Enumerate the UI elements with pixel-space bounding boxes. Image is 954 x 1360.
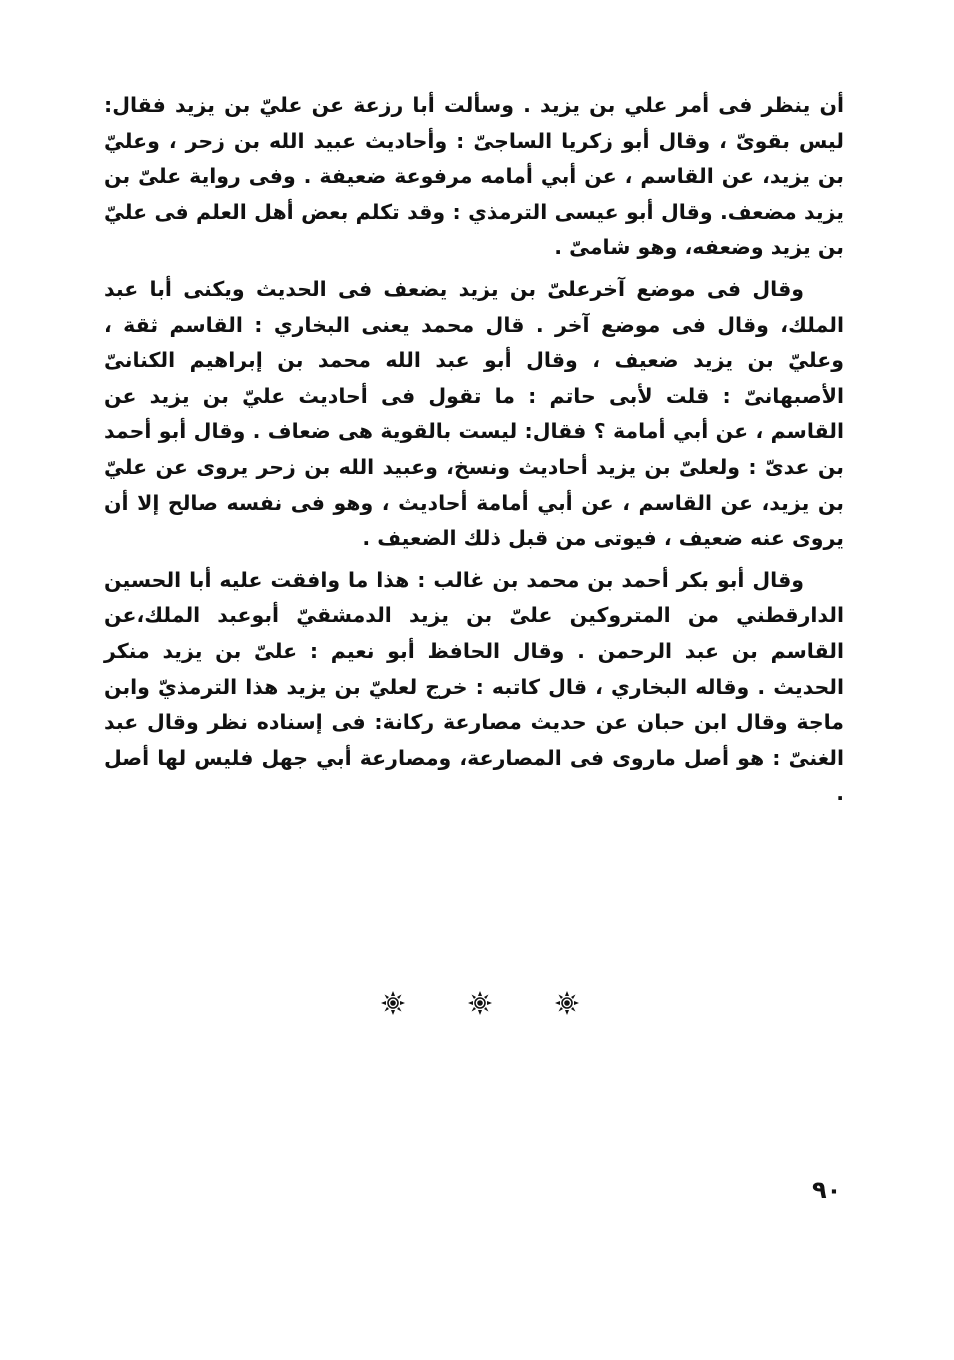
rosette-ornament-icon xyxy=(380,990,406,1016)
paragraph-2: وقال فى موضع آخرعلىّ بن يزيد يضعف فى الحديث ويكنى أبا عبد الملك، وقال فى موضع آخر . قال محمد يعنى البخاري : القاسم ثقة ، وعليّ بن يزيد ضعيف ، وقال أبو عبد الله محمد بن إبراهيم الكنانىّ الأصبهانىّ : قلت لأبى حاتم : ما تقول فى أحاديث عليّ بن يزيد عن القاسم ، عن أبي أمامة ؟ فقال: ليست بالقوية هى ضعاف . وقال أبو أحمد بن عدىّ : ولعلىّ بن يزيد أحاديث ونسخ، وعبيد الله بن زحر يروى عن عليّ بن يزيد، عن القاسم ، عن أبي أمامة أحاديث ، وهو فى نفسه صالح إلا أن يروى عنه ضعيف ، فيوتى من قبل ذلك الضعيف . xyxy=(104,276,844,551)
rosette-ornament-icon xyxy=(467,990,493,1016)
section-divider-ornaments xyxy=(380,988,580,1018)
body-text xyxy=(104,88,844,818)
page-number: ٩٠ xyxy=(812,1176,842,1204)
rosette-ornament-icon xyxy=(554,990,580,1016)
paragraph-1: أن ينظر فى أمر علي بن يزيد . وسألت أبا رزعة عن عليّ بن يزيد فقال: ليس بقوىّ ، وقال أبو زكريا الساجىّ : وأحاديث عبيد الله بن زحر ، وعليّ بن يزيد، عن القاسم ، عن أبي أمامه مرفوعة ضعيفة . وفى رواية علىّ بن يزيد مضعف. وقال أبو عيسى الترمذي : وقد تكلم بعض أهل العلم فى عليّ بن يزيد وضعفه، وهو شامىّ . xyxy=(104,93,844,260)
paragraph-3: وقال أبو بكر أحمد بن محمد بن غالب : هذا ما وافقت عليه أبا الحسين الدارقطني من المتروكين علىّ بن يزيد الدمشقيّ أبوعبد الملك،عن القاسم بن عبد الرحمن . وقال الحافظ أبو نعيم : علىّ بن يزيد منكر الحديث . وقاله البخاري ، قال كاتبه : خرج لعليّ بن يزيد هذا الترمذيّ وابن ماجة وقال ابن حبان عن حديث مصارعة ركانة: فى إسناده نظر وقال عبد الغنىّ : هو أصل ماروى فى المصارعة، ومصارعة أبي جهل فليس لها أصل . xyxy=(104,567,844,806)
